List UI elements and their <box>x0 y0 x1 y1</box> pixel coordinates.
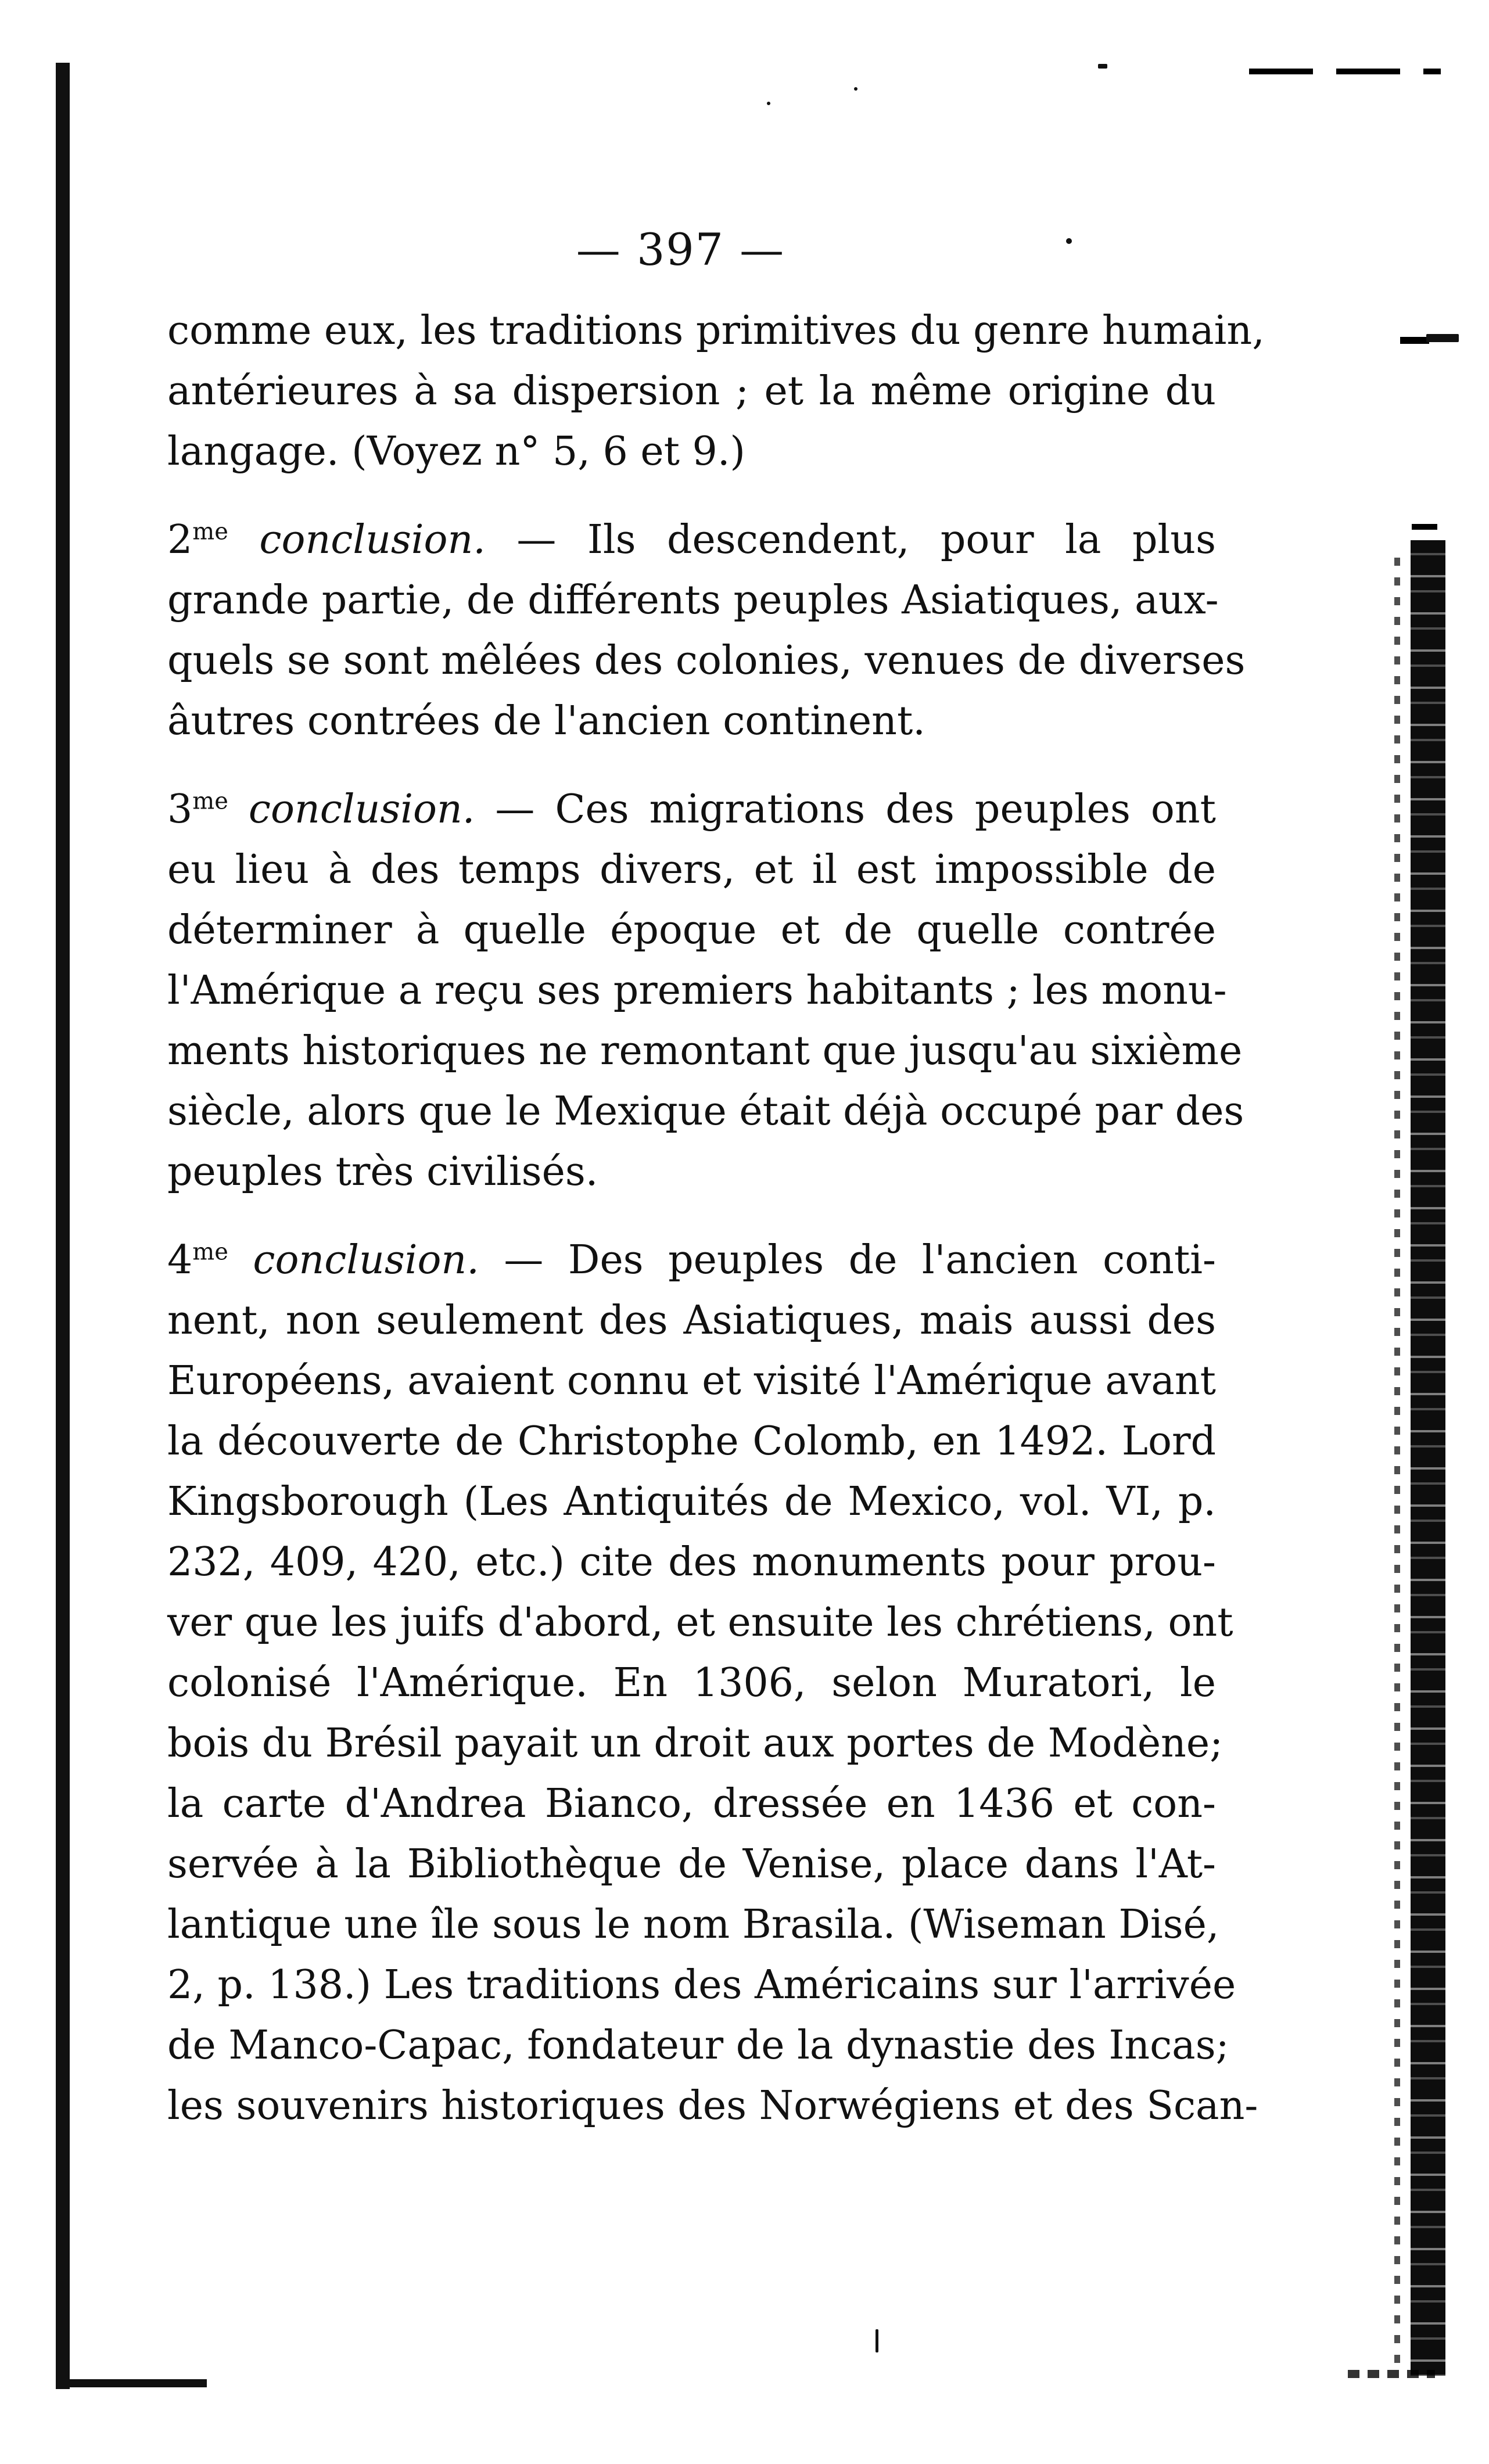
text-line: siècle, alors que le Mexique était déjà occupé par des <box>167 1089 1244 1134</box>
text-line: grande partie, de différents peuples Asiatiques, aux- <box>167 577 1219 623</box>
text-fragment: — Ils descendent, pour la plus <box>516 517 1216 563</box>
edge-mark-right-2 <box>1412 524 1437 530</box>
conclusion-label: conclusion. <box>253 1237 479 1283</box>
page-number: — 397 — <box>576 224 785 275</box>
text-line: déterminer à quelle époque et de quelle contrée <box>167 907 1216 953</box>
body-text <box>167 301 1265 2136</box>
text-line: les souvenirs historiques des Norwégiens et des Scan- <box>167 2083 1258 2129</box>
speck <box>1426 334 1459 342</box>
speck <box>854 87 857 91</box>
text-line: 232, 409, 420, etc.) cite des monuments pour prou- <box>167 1539 1216 1585</box>
paragraph-3 <box>167 780 1244 1202</box>
text-line: la découverte de Christophe Colomb, en 1492. Lord <box>167 1418 1216 1464</box>
edge-mark-right <box>1400 337 1429 344</box>
speck <box>1098 64 1107 69</box>
text-line: quels se sont mêlées des colonies, venues de diverses <box>167 638 1246 684</box>
text-fragment: — Ces migrations des peuples ont <box>495 786 1216 832</box>
text-line: comme eux, les traditions primitives du genre humain, <box>167 308 1265 354</box>
ordinal-suffix: me <box>192 1238 228 1266</box>
text-line: colonisé l'Amérique. En 1306, selon Muratori, le <box>167 1660 1216 1706</box>
text-line: 2, p. 138.) Les traditions des Américains sur l'arrivée <box>167 1962 1236 2008</box>
conclusion-label: conclusion. <box>259 517 486 563</box>
conclusion-ordinal: 4 <box>167 1237 193 1283</box>
ordinal-suffix: me <box>192 518 228 545</box>
text-line: lantique une île sous le nom Brasila. (Wiseman Disé, <box>167 1902 1219 1948</box>
speck <box>767 102 770 105</box>
text-line: eu lieu à des temps divers, et il est impossible de <box>167 847 1216 893</box>
paragraph-4 <box>167 1230 1258 2136</box>
binding-edge-bottom <box>56 2379 207 2387</box>
binding-edge-left <box>56 63 70 2389</box>
paragraph-2 <box>167 510 1246 752</box>
text-line: langage. (Voyez n° 5, 6 et 9.) <box>167 429 745 475</box>
text-line: l'Amérique a reçu ses premiers habitants ; les monu- <box>167 968 1227 1014</box>
text-line: servée à la Bibliothèque de Venise, place dans l'At- <box>167 1841 1216 1887</box>
conclusion-ordinal: 3 <box>167 786 193 832</box>
text-line: ver que les juifs d'abord, et ensuite les chrétiens, ont <box>167 1600 1233 1646</box>
conclusion-label: conclusion. <box>248 786 475 832</box>
text-line: nent, non seulement des Asiatiques, mais aussi des <box>167 1298 1216 1344</box>
conclusion-ordinal: 2 <box>167 517 193 563</box>
text-line: bois du Brésil payait un droit aux portes de Modène; <box>167 1721 1224 1766</box>
text-line: Européens, avaient connu et visité l'Amérique avant <box>167 1358 1216 1404</box>
edge-bleed-right <box>1411 540 1445 2376</box>
text-line: ments historiques ne remontant que jusqu'au sixième <box>167 1028 1243 1074</box>
text-line: de Manco-Capac, fondateur de la dynastie des Incas; <box>167 2023 1229 2068</box>
speck <box>876 2329 878 2352</box>
text-line: Kingsborough (Les Antiquités de Mexico, vol. VI, p. <box>167 1479 1216 1525</box>
text-line: peuples très civilisés. <box>167 1149 598 1195</box>
text-line <box>167 510 1216 570</box>
text-line <box>167 1230 1216 1291</box>
text-line <box>167 780 1216 840</box>
edge-marks-bottom <box>1348 2370 1435 2378</box>
edge-marks-top <box>1249 69 1441 74</box>
paragraph-1 <box>167 301 1265 482</box>
text-fragment: — Des peuples de l'ancien conti- <box>504 1237 1216 1283</box>
text-line: âutres contrées de l'ancien continent. <box>167 698 925 744</box>
ordinal-suffix: me <box>192 788 228 815</box>
edge-bleed-thin <box>1394 558 1400 2364</box>
text-line: antérieures à sa dispersion ; et la même origine du <box>167 368 1216 414</box>
text-line: la carte d'Andrea Bianco, dressée en 1436 et con- <box>167 1781 1216 1827</box>
